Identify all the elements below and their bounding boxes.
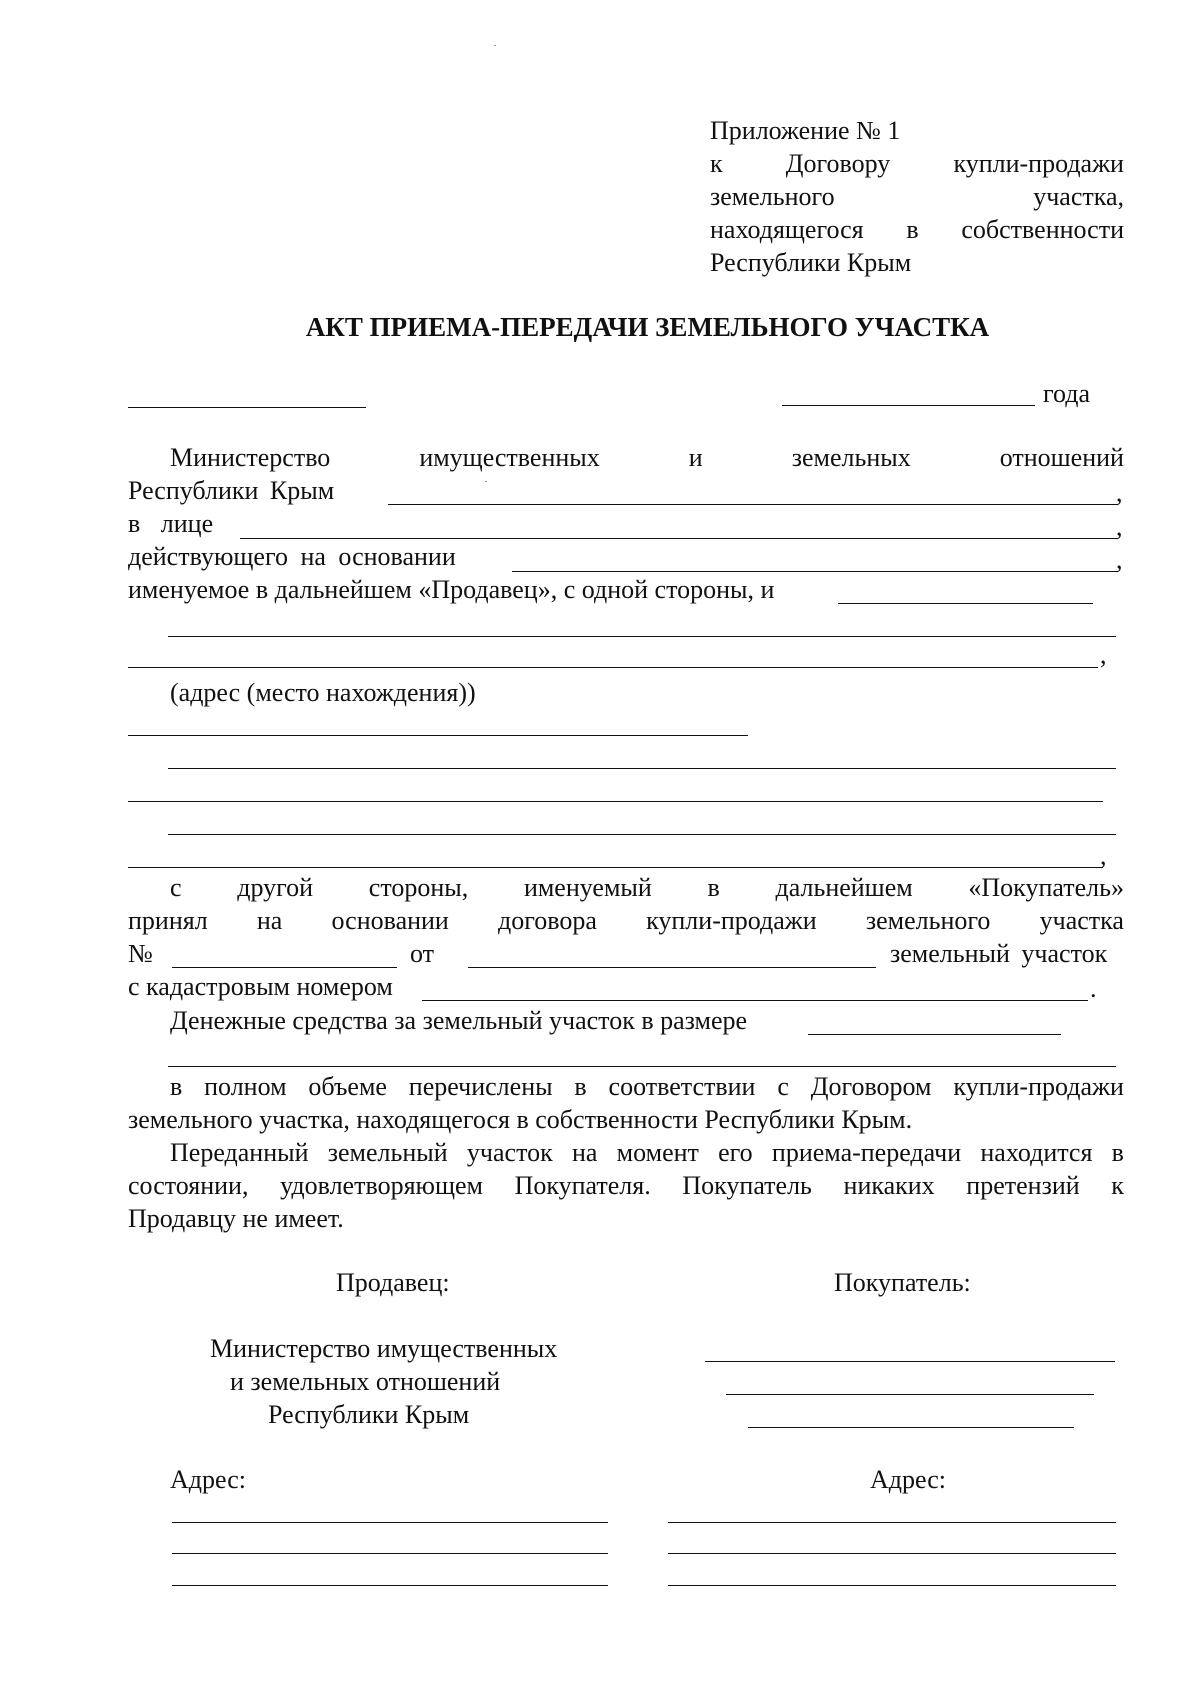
seller-address-label: Адрес: <box>170 1465 246 1494</box>
seller-line-2-label: Республики Крым <box>128 476 335 505</box>
word: в <box>707 873 720 902</box>
transfer-line-3: Продавцу не имеет. <box>128 1204 344 1233</box>
word: с <box>777 1072 789 1101</box>
scan-mark <box>494 45 496 46</box>
word: Договором <box>810 1072 932 1101</box>
word: приема-передачи <box>771 1138 962 1167</box>
word: в <box>170 1072 183 1101</box>
seller-org-line-3: Республики Крым <box>268 1400 470 1429</box>
seller-address-line[interactable] <box>172 1522 608 1523</box>
buyer-address-line[interactable] <box>668 1553 1116 1554</box>
buyer-details-line[interactable] <box>128 667 1098 668</box>
basis-field[interactable] <box>512 571 1118 572</box>
word: именуемый <box>523 873 652 902</box>
comma: , <box>1100 841 1107 870</box>
seller-line-1 <box>170 443 1124 473</box>
contract-date-field[interactable] <box>468 967 876 968</box>
seller-org-line-2: и земельных отношений <box>230 1367 501 1396</box>
word: находится <box>980 1138 1093 1167</box>
word: претензий <box>966 1171 1080 1200</box>
buyer-name-signature-line[interactable] <box>748 1427 1074 1428</box>
word: участок <box>466 1138 553 1167</box>
seller-org-line-1: Министерство имущественных <box>210 1334 558 1363</box>
word: купли-продажи <box>953 1072 1124 1101</box>
buyer-name-signature-line[interactable] <box>705 1361 1115 1362</box>
word: в <box>906 215 919 244</box>
word: с <box>170 873 182 902</box>
word: дальнейшем <box>775 873 913 902</box>
cadastral-label: с кадастровым номером <box>128 972 393 1001</box>
comma: , <box>1100 640 1107 669</box>
word: полном <box>204 1072 287 1101</box>
word: участка <box>1039 906 1124 935</box>
word: участка, <box>1033 182 1124 211</box>
scan-mark <box>485 481 487 482</box>
seller-address-line[interactable] <box>172 1585 608 1586</box>
buyer-extra-line[interactable] <box>168 834 1116 835</box>
word: находящегося <box>710 215 864 244</box>
transfer-line-2 <box>128 1171 1124 1201</box>
address-caption: (адрес (место нахождения)) <box>170 678 476 707</box>
appendix-line-2 <box>710 149 1124 179</box>
buyer-address-line[interactable] <box>668 1585 1116 1586</box>
word: Покупатель <box>682 1171 812 1200</box>
seller-name-field[interactable] <box>388 504 1118 505</box>
word: договора <box>498 906 597 935</box>
appendix-line-3 <box>710 182 1124 212</box>
address-line[interactable] <box>128 735 748 736</box>
buyer-line-1 <box>170 873 1124 903</box>
word: перечислены <box>408 1072 553 1101</box>
word: к <box>710 149 723 178</box>
word: отношений <box>999 443 1124 472</box>
word: купли-продажи <box>646 906 817 935</box>
word: другой <box>237 873 314 902</box>
word: к <box>1111 1171 1124 1200</box>
contract-number-field[interactable] <box>172 967 397 968</box>
buyer-extra-line[interactable] <box>128 867 1103 868</box>
buyer-signature-title: Покупатель: <box>834 1268 971 1297</box>
word: основании <box>331 906 449 935</box>
word: никаких <box>843 1171 935 1200</box>
buyer-name-signature-line[interactable] <box>726 1394 1094 1395</box>
buyer-address-line[interactable] <box>668 1522 1116 1523</box>
appendix-line-5: Республики Крым <box>710 248 912 277</box>
word: Покупателя. <box>514 1171 651 1200</box>
cadastral-number-field[interactable] <box>422 1000 1088 1001</box>
word: и <box>688 443 703 472</box>
word: соответствии <box>608 1072 756 1101</box>
word: момент <box>616 1138 699 1167</box>
comma: , <box>1116 478 1123 507</box>
word: объеме <box>308 1072 387 1101</box>
word: земельный <box>327 1138 448 1167</box>
word: Договору <box>785 149 891 178</box>
seller-line-5-label: именуемое в дальнейшем «Продавец», с одной стороны, и <box>128 575 775 604</box>
word: имущественных <box>419 443 600 472</box>
word: стороны, <box>368 873 469 902</box>
word: купли-продажи <box>953 149 1124 178</box>
place-field[interactable] <box>128 407 366 408</box>
buyer-extra-line[interactable] <box>168 768 1116 769</box>
transfer-line-1 <box>170 1138 1124 1168</box>
word: земельного <box>710 182 835 211</box>
buyer-line-2 <box>128 906 1124 936</box>
word: земельных <box>791 443 911 472</box>
money-paragraph-line-2: земельного участка, находящегося в собственности Республики Крым. <box>128 1105 913 1134</box>
date-year-label: года <box>1043 379 1091 408</box>
plot-label: земельный участок <box>890 939 1108 968</box>
word: удовлетворяющем <box>280 1171 483 1200</box>
buyer-name-field[interactable] <box>838 603 1093 604</box>
period: . <box>1090 974 1097 1003</box>
seller-signature-title: Продавец: <box>336 1268 450 1297</box>
word: Министерство <box>170 443 331 472</box>
seller-line-3-label: в лице <box>128 509 214 538</box>
comma: , <box>1116 545 1123 574</box>
document-title: АКТ ПРИЕМА-ПЕРЕДАЧИ ЗЕМЕЛЬНОГО УЧАСТКА <box>305 312 990 342</box>
date-field[interactable] <box>782 405 1035 406</box>
money-paragraph-line-1 <box>170 1072 1124 1102</box>
buyer-extra-line[interactable] <box>128 801 1103 802</box>
appendix-line-4 <box>710 215 1124 245</box>
word: земельного <box>865 906 991 935</box>
word: в <box>574 1072 587 1101</box>
word: собственности <box>961 215 1124 244</box>
money-amount-words-field[interactable] <box>168 1066 1116 1067</box>
word: состоянии, <box>128 1171 249 1200</box>
word: Переданный <box>170 1138 309 1167</box>
word: его <box>718 1138 753 1167</box>
appendix-number: Приложение № 1 <box>710 116 901 145</box>
word: «Покупатель» <box>968 873 1124 902</box>
buyer-address-label: Адрес: <box>870 1465 946 1494</box>
from-label: от <box>410 939 435 968</box>
representative-field[interactable] <box>240 538 1118 539</box>
money-label: Денежные средства за земельный участок в размере <box>170 1006 748 1035</box>
word: принял <box>128 906 208 935</box>
money-amount-field[interactable] <box>808 1034 1061 1035</box>
buyer-details-line[interactable] <box>168 636 1116 637</box>
seller-address-line[interactable] <box>172 1553 608 1554</box>
word: на <box>571 1138 598 1167</box>
word: в <box>1111 1138 1124 1167</box>
number-sign: № <box>128 939 153 968</box>
word: на <box>256 906 283 935</box>
seller-line-4-label: действующего на основании <box>128 542 456 571</box>
comma: , <box>1116 512 1123 541</box>
